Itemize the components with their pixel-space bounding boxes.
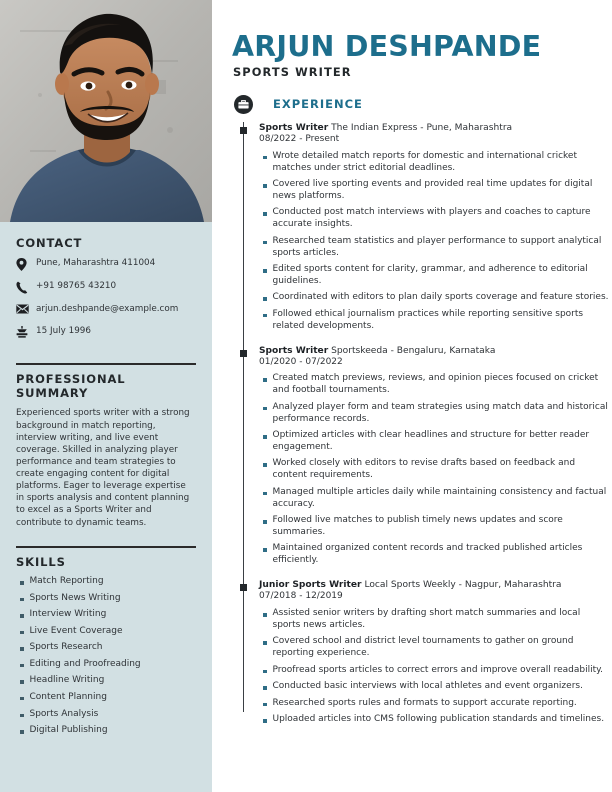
bullet-square-icon [20, 714, 24, 718]
skill-label: Sports Research [29, 642, 103, 653]
bullet-text: Followed live matches to publish timely news updates and score summaries. [272, 515, 563, 538]
experience-section-header [228, 95, 612, 114]
experience-heading: EXPERIENCE [273, 97, 363, 112]
main-content [228, 0, 612, 792]
skills-section [16, 546, 196, 736]
job-header [259, 579, 612, 591]
list-item [259, 458, 612, 482]
bullet-square-icon [263, 492, 267, 496]
bullet-text: Maintained organized content records and tracked published articles efficiently. [272, 543, 583, 566]
bullet-square-icon [20, 730, 24, 734]
skill-label: Headline Writing [29, 675, 105, 686]
bullet-text: Covered school and district level tournaments to gather on ground reporting experience. [272, 636, 574, 659]
job-bullets [259, 373, 612, 567]
summary-section [16, 363, 196, 529]
bullet-square-icon [263, 719, 267, 723]
list-item [259, 179, 612, 203]
bullet-square-icon [263, 212, 267, 216]
list-item [16, 675, 196, 686]
bullet-square-icon [263, 269, 267, 273]
job-company: Sportskeeda - Bengaluru, Karnataka [331, 345, 496, 356]
list-item [16, 593, 196, 604]
contact-location-text: Pune, Maharashtra 411004 [36, 258, 156, 269]
bullet-text: Edited sports content for clarity, grammar, and adherence to editorial guidelines. [272, 264, 588, 286]
bullet-text: Wrote detailed match reports for domestic and international cricket matches under strict editorial deadlines. [272, 150, 577, 173]
job-role-subtitle: SPORTS WRITER [233, 64, 352, 79]
summary-text: Experienced sports writer with a strong background in match reporting, interview writing, and live event coverage. Skilled in analyzing player performance and team strategies to create engaging content for digital platforms. Eager to leverage expertise in sports analysis and content planning to excel as a Sports Writer and contribute to dynamic teams. [16, 408, 190, 528]
bullet-square-icon [263, 641, 267, 645]
experience-entry [228, 345, 612, 568]
birthday-icon [16, 325, 36, 338]
job-position: Sports Writer [259, 345, 329, 356]
bullet-square-icon [263, 314, 267, 318]
list-item [259, 236, 612, 260]
contact-item-phone [16, 280, 196, 294]
sidebar [0, 0, 212, 792]
sidebar-content [0, 222, 212, 736]
list-item [259, 292, 612, 304]
skill-label: Interview Writing [29, 609, 107, 620]
bullet-text: Assisted senior writers by drafting short match summaries and local sports news articles. [272, 608, 581, 630]
summary-divider [16, 363, 196, 365]
list-item [16, 692, 196, 703]
list-item [259, 636, 612, 660]
list-item [259, 543, 612, 567]
contact-list [16, 257, 196, 337]
bullet-square-icon [263, 613, 267, 617]
timeline-dot-icon [240, 584, 247, 591]
list-item [259, 264, 612, 288]
bullet-square-icon [20, 680, 24, 684]
experience-entry [228, 122, 612, 333]
list-item [259, 309, 612, 333]
list-item [259, 714, 612, 726]
spacer [16, 347, 196, 363]
list-item [16, 609, 196, 620]
skills-divider [16, 546, 196, 548]
timeline-dot-icon [240, 127, 247, 134]
skill-label: Editing and Proofreading [29, 658, 141, 669]
bullet-text: Conducted post match interviews with players and coaches to capture accurate insights. [272, 207, 591, 230]
skill-label: Sports Analysis [29, 708, 99, 719]
bullet-square-icon [263, 520, 267, 524]
bullet-square-icon [263, 407, 267, 411]
job-dates: 07/2018 - 12/2019 [259, 591, 343, 602]
contact-section [16, 236, 196, 338]
envelope-icon [16, 303, 36, 314]
bullet-square-icon [20, 647, 24, 651]
bullet-square-icon [263, 297, 267, 301]
spacer [16, 533, 196, 546]
bullet-square-icon [263, 686, 267, 690]
list-item [16, 576, 196, 587]
profile-photo [0, 0, 212, 222]
bullet-square-icon [20, 581, 24, 585]
contact-item-location [16, 257, 196, 271]
skill-label: Sports News Writing [29, 592, 121, 603]
summary-heading: PROFESSIONAL SUMMARY [16, 371, 126, 400]
skill-label: Digital Publishing [29, 725, 108, 736]
location-pin-icon [16, 257, 36, 271]
bullet-text: Proofread sports articles to correct errors and improve overall readability. [272, 664, 604, 675]
job-header [259, 122, 612, 134]
contact-heading: CONTACT [16, 236, 83, 250]
bullet-text: Worked closely with editors to revise drafts based on feedback and content requirements. [272, 458, 576, 481]
bullet-text: Researched team statistics and player performance to support analytical sports articles. [272, 235, 602, 258]
bullet-square-icon [263, 463, 267, 467]
job-dates: 08/2022 - Present [259, 134, 340, 145]
list-item [259, 681, 612, 693]
job-bullets [259, 151, 612, 333]
bullet-square-icon [263, 241, 267, 245]
bullet-square-icon [20, 631, 24, 635]
list-item [259, 430, 612, 454]
bullet-square-icon [263, 156, 267, 160]
bullet-text: Researched sports rules and formats to support accurate reporting. [272, 697, 577, 708]
page-title: ARJUN DESHPANDE [232, 30, 542, 63]
contact-item-email [16, 303, 196, 315]
briefcase-icon [234, 95, 253, 114]
list-item [259, 402, 612, 426]
list-item [16, 642, 196, 653]
bullet-square-icon [263, 184, 267, 188]
bullet-square-icon [263, 378, 267, 382]
bullet-square-icon [263, 670, 267, 674]
list-item [16, 725, 196, 736]
list-item [259, 698, 612, 710]
bullet-text: Optimized articles with clear headlines and structure for better reader engagement. [272, 430, 590, 452]
bullet-text: Analyzed player form and team strategies using match data and historical performance records. [272, 401, 608, 424]
list-item [16, 659, 196, 670]
list-item [259, 151, 612, 175]
list-item [259, 207, 612, 231]
contact-phone-text: +91 98765 43210 [36, 281, 117, 292]
phone-icon [16, 280, 36, 294]
list-item [259, 373, 612, 397]
bullet-text: Coordinated with editors to plan daily sports coverage and feature stories. [272, 292, 609, 303]
contact-email-text: arjun.deshpande@example.com [36, 304, 179, 315]
job-company: Local Sports Weekly - Nagpur, Maharashtra [364, 580, 562, 591]
timeline-dot-icon [240, 350, 247, 357]
list-item [259, 487, 612, 511]
bullet-square-icon [20, 598, 24, 602]
bullet-text: Created match previews, reviews, and opinion pieces focused on cricket and football tournaments. [272, 373, 599, 396]
bullet-text: Conducted basic interviews with local athletes and event organizers. [272, 681, 583, 692]
list-item [16, 626, 196, 637]
contact-birthday-text: 15 July 1996 [36, 325, 91, 336]
bullet-square-icon [263, 548, 267, 552]
skills-heading: SKILLS [16, 554, 66, 569]
job-company: The Indian Express - Pune, Maharashtra [331, 122, 513, 133]
experience-timeline [228, 122, 612, 726]
bullet-text: Covered live sporting events and provided real time updates for digital news platforms. [272, 179, 593, 201]
list-item [259, 665, 612, 677]
contact-item-birthday [16, 325, 196, 338]
job-position: Junior Sports Writer [259, 580, 362, 591]
bullet-text: Uploaded articles into CMS following publication standards and timelines. [272, 714, 605, 725]
bullet-square-icon [20, 614, 24, 618]
job-header [259, 345, 612, 357]
list-item [16, 709, 196, 720]
bullet-text: Managed multiple articles daily while maintaining consistency and factual accuracy. [272, 486, 607, 509]
job-position: Sports Writer [259, 122, 329, 133]
bullet-square-icon [263, 435, 267, 439]
bullet-square-icon [20, 664, 24, 668]
skill-label: Content Planning [29, 691, 107, 702]
bullet-text: Followed ethical journalism practices while reporting sensitive sports related developments. [272, 308, 584, 331]
list-item [259, 608, 612, 632]
job-bullets [259, 608, 612, 726]
bullet-square-icon [20, 697, 24, 701]
bullet-square-icon [263, 703, 267, 707]
list-item [259, 515, 612, 539]
skills-list [16, 576, 196, 736]
experience-entry [228, 579, 612, 726]
job-dates: 01/2020 - 07/2022 [259, 356, 343, 367]
skill-label: Match Reporting [29, 576, 104, 586]
skill-label: Live Event Coverage [29, 625, 123, 636]
